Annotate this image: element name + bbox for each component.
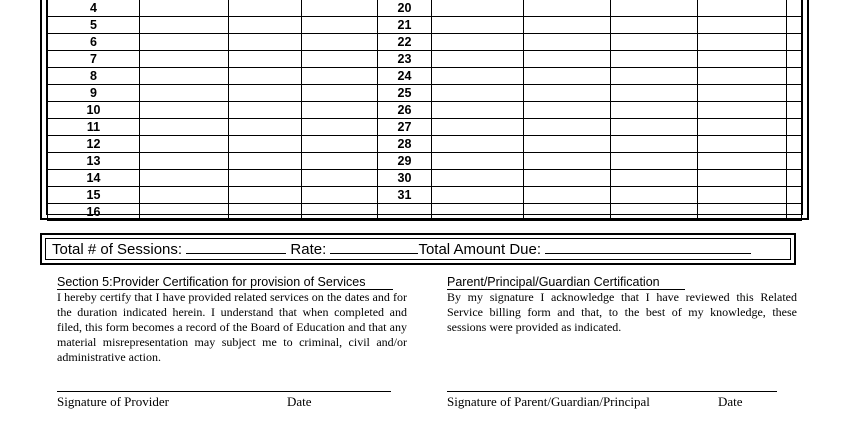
day-number-right: 29 bbox=[378, 153, 432, 170]
entry-cell[interactable] bbox=[302, 102, 378, 119]
entry-cell[interactable] bbox=[611, 153, 698, 170]
table-row bbox=[48, 0, 802, 17]
entry-cell[interactable] bbox=[432, 85, 524, 102]
table-row bbox=[48, 170, 802, 187]
entry-cell[interactable] bbox=[524, 85, 611, 102]
provider-section-title: Section 5:Provider Certification for provision of Services bbox=[57, 275, 393, 290]
entry-cell[interactable] bbox=[698, 170, 787, 187]
entry-cell[interactable] bbox=[140, 153, 229, 170]
day-number-left: 7 bbox=[48, 51, 140, 68]
day-number-right: 27 bbox=[378, 119, 432, 136]
day-number-right bbox=[378, 204, 432, 221]
rate-label: Rate: bbox=[290, 241, 327, 258]
entry-cell[interactable] bbox=[302, 0, 378, 17]
entry-cell[interactable] bbox=[302, 85, 378, 102]
entry-cell[interactable] bbox=[140, 0, 229, 17]
entry-cell[interactable] bbox=[229, 136, 302, 153]
day-number-left: 6 bbox=[48, 34, 140, 51]
entry-cell[interactable] bbox=[787, 187, 802, 204]
entry-cell[interactable] bbox=[787, 85, 802, 102]
entry-cell[interactable] bbox=[698, 204, 787, 221]
day-number-left: 11 bbox=[48, 119, 140, 136]
table-row bbox=[48, 34, 802, 51]
entry-cell[interactable] bbox=[611, 0, 698, 17]
entry-cell[interactable] bbox=[524, 136, 611, 153]
entry-cell[interactable] bbox=[229, 51, 302, 68]
entry-cell[interactable] bbox=[524, 119, 611, 136]
entry-cell[interactable] bbox=[698, 153, 787, 170]
entry-cell[interactable] bbox=[698, 136, 787, 153]
day-number-left: 5 bbox=[48, 17, 140, 34]
entry-cell[interactable] bbox=[698, 17, 787, 34]
entry-cell[interactable] bbox=[698, 34, 787, 51]
session-log-inner-frame bbox=[46, 0, 803, 219]
entry-cell[interactable] bbox=[302, 51, 378, 68]
entry-cell[interactable] bbox=[524, 17, 611, 34]
entry-cell[interactable] bbox=[611, 119, 698, 136]
day-number-right: 20 bbox=[378, 0, 432, 17]
total-amount-field[interactable] bbox=[545, 239, 751, 254]
entry-cell[interactable] bbox=[432, 102, 524, 119]
entry-cell[interactable] bbox=[432, 0, 524, 17]
entry-cell[interactable] bbox=[302, 153, 378, 170]
entry-cell[interactable] bbox=[611, 204, 698, 221]
entry-cell[interactable] bbox=[140, 170, 229, 187]
entry-cell[interactable] bbox=[302, 170, 378, 187]
entry-cell[interactable] bbox=[229, 153, 302, 170]
entry-cell[interactable] bbox=[787, 119, 802, 136]
total-sessions-label: Total # of Sessions: bbox=[52, 241, 183, 258]
entry-cell[interactable] bbox=[787, 102, 802, 119]
entry-cell[interactable] bbox=[524, 102, 611, 119]
total-sessions-field[interactable] bbox=[186, 239, 286, 254]
entry-cell[interactable] bbox=[524, 153, 611, 170]
entry-cell[interactable] bbox=[229, 17, 302, 34]
entry-cell[interactable] bbox=[432, 153, 524, 170]
provider-certification-text: I hereby certify that I have provided related services on the dates and for the duration indicated herein. I understand that when completed and filed, this form becomes a record of the Board of Education and that any material misrepresentation may subject me to criminal, civil and/or administrative action. bbox=[57, 290, 407, 364]
table-row bbox=[48, 136, 802, 153]
entry-cell[interactable] bbox=[432, 51, 524, 68]
rate-field[interactable] bbox=[330, 239, 418, 254]
entry-cell[interactable] bbox=[229, 68, 302, 85]
entry-cell[interactable] bbox=[611, 34, 698, 51]
parent-signature-line[interactable] bbox=[447, 391, 777, 392]
day-number-left: 12 bbox=[48, 136, 140, 153]
entry-cell[interactable] bbox=[698, 0, 787, 17]
parent-date-label: Date bbox=[718, 394, 743, 409]
day-number-right: 26 bbox=[378, 102, 432, 119]
table-row bbox=[48, 187, 802, 204]
entry-cell[interactable] bbox=[140, 34, 229, 51]
entry-cell[interactable] bbox=[229, 170, 302, 187]
entry-cell[interactable] bbox=[302, 204, 378, 221]
entry-cell[interactable] bbox=[787, 68, 802, 85]
entry-cell[interactable] bbox=[787, 17, 802, 34]
entry-cell[interactable] bbox=[611, 187, 698, 204]
entry-cell[interactable] bbox=[524, 204, 611, 221]
entry-cell[interactable] bbox=[524, 34, 611, 51]
entry-cell[interactable] bbox=[611, 136, 698, 153]
table-row bbox=[48, 119, 802, 136]
day-number-left: 16 bbox=[48, 204, 140, 221]
entry-cell[interactable] bbox=[787, 170, 802, 187]
entry-cell[interactable] bbox=[302, 17, 378, 34]
entry-cell[interactable] bbox=[302, 68, 378, 85]
day-number-left: 8 bbox=[48, 68, 140, 85]
entry-cell[interactable] bbox=[524, 68, 611, 85]
entry-cell[interactable] bbox=[229, 187, 302, 204]
entry-cell[interactable] bbox=[432, 204, 524, 221]
entry-cell[interactable] bbox=[140, 102, 229, 119]
entry-cell[interactable] bbox=[611, 17, 698, 34]
totals-box bbox=[40, 233, 796, 265]
entry-cell[interactable] bbox=[302, 34, 378, 51]
entry-cell[interactable] bbox=[698, 187, 787, 204]
day-number-right: 24 bbox=[378, 68, 432, 85]
entry-cell[interactable] bbox=[432, 119, 524, 136]
entry-cell[interactable] bbox=[229, 119, 302, 136]
day-number-right: 21 bbox=[378, 17, 432, 34]
parent-signature-label: Signature of Parent/Guardian/Principal bbox=[447, 394, 650, 409]
day-number-left: 10 bbox=[48, 102, 140, 119]
day-number-right: 30 bbox=[378, 170, 432, 187]
entry-cell[interactable] bbox=[611, 85, 698, 102]
entry-cell[interactable] bbox=[229, 85, 302, 102]
entry-cell[interactable] bbox=[787, 34, 802, 51]
table-row bbox=[48, 68, 802, 85]
parent-section-title: Parent/Principal/Guardian Certification bbox=[447, 275, 685, 290]
entry-cell[interactable] bbox=[524, 187, 611, 204]
entry-cell[interactable] bbox=[524, 0, 611, 17]
day-number-left: 14 bbox=[48, 170, 140, 187]
entry-cell[interactable] bbox=[524, 170, 611, 187]
entry-cell[interactable] bbox=[140, 51, 229, 68]
day-number-right: 28 bbox=[378, 136, 432, 153]
entry-cell[interactable] bbox=[229, 34, 302, 51]
entry-cell[interactable] bbox=[432, 187, 524, 204]
entry-cell[interactable] bbox=[140, 187, 229, 204]
entry-cell[interactable] bbox=[698, 102, 787, 119]
entry-cell[interactable] bbox=[787, 0, 802, 17]
day-number-left: 15 bbox=[48, 187, 140, 204]
table-row bbox=[48, 153, 802, 170]
entry-cell[interactable] bbox=[432, 68, 524, 85]
entry-cell[interactable] bbox=[698, 68, 787, 85]
entry-cell[interactable] bbox=[140, 204, 229, 221]
table-row bbox=[48, 204, 802, 221]
entry-cell[interactable] bbox=[698, 119, 787, 136]
entry-cell[interactable] bbox=[698, 51, 787, 68]
provider-date-label: Date bbox=[287, 394, 312, 409]
provider-signature-label: Signature of Provider bbox=[57, 394, 169, 409]
table-row bbox=[48, 17, 802, 34]
entry-cell[interactable] bbox=[787, 153, 802, 170]
entry-cell[interactable] bbox=[611, 68, 698, 85]
day-number-right: 22 bbox=[378, 34, 432, 51]
provider-signature-line[interactable] bbox=[57, 391, 391, 392]
entry-cell[interactable] bbox=[432, 17, 524, 34]
session-log-grid bbox=[47, 0, 802, 221]
day-number-right: 25 bbox=[378, 85, 432, 102]
table-row bbox=[48, 85, 802, 102]
day-number-right: 23 bbox=[378, 51, 432, 68]
table-row bbox=[48, 51, 802, 68]
entry-cell[interactable] bbox=[140, 85, 229, 102]
table-row bbox=[48, 102, 802, 119]
entry-cell[interactable] bbox=[611, 102, 698, 119]
entry-cell[interactable] bbox=[432, 34, 524, 51]
entry-cell[interactable] bbox=[698, 85, 787, 102]
entry-cell[interactable] bbox=[302, 119, 378, 136]
entry-cell[interactable] bbox=[302, 187, 378, 204]
entry-cell[interactable] bbox=[611, 170, 698, 187]
entry-cell[interactable] bbox=[229, 204, 302, 221]
day-number-right: 31 bbox=[378, 187, 432, 204]
entry-cell[interactable] bbox=[432, 136, 524, 153]
entry-cell[interactable] bbox=[432, 170, 524, 187]
parent-certification-text: By my signature I acknowledge that I have reviewed this Related Service billing form and that, to the best of my knowledge, these sessions were provided as indicated. bbox=[447, 290, 797, 334]
entry-cell[interactable] bbox=[140, 136, 229, 153]
entry-cell[interactable] bbox=[787, 204, 802, 221]
entry-cell[interactable] bbox=[787, 51, 802, 68]
session-log-table bbox=[40, 0, 809, 220]
entry-cell[interactable] bbox=[611, 51, 698, 68]
entry-cell[interactable] bbox=[302, 136, 378, 153]
total-amount-label: Total Amount Due: bbox=[418, 241, 542, 258]
day-number-left: 13 bbox=[48, 153, 140, 170]
day-number-left: 4 bbox=[48, 0, 140, 17]
day-number-left: 9 bbox=[48, 85, 140, 102]
entry-cell[interactable] bbox=[229, 0, 302, 17]
entry-cell[interactable] bbox=[140, 17, 229, 34]
entry-cell[interactable] bbox=[229, 102, 302, 119]
entry-cell[interactable] bbox=[787, 136, 802, 153]
entry-cell[interactable] bbox=[140, 119, 229, 136]
entry-cell[interactable] bbox=[524, 51, 611, 68]
entry-cell[interactable] bbox=[140, 68, 229, 85]
